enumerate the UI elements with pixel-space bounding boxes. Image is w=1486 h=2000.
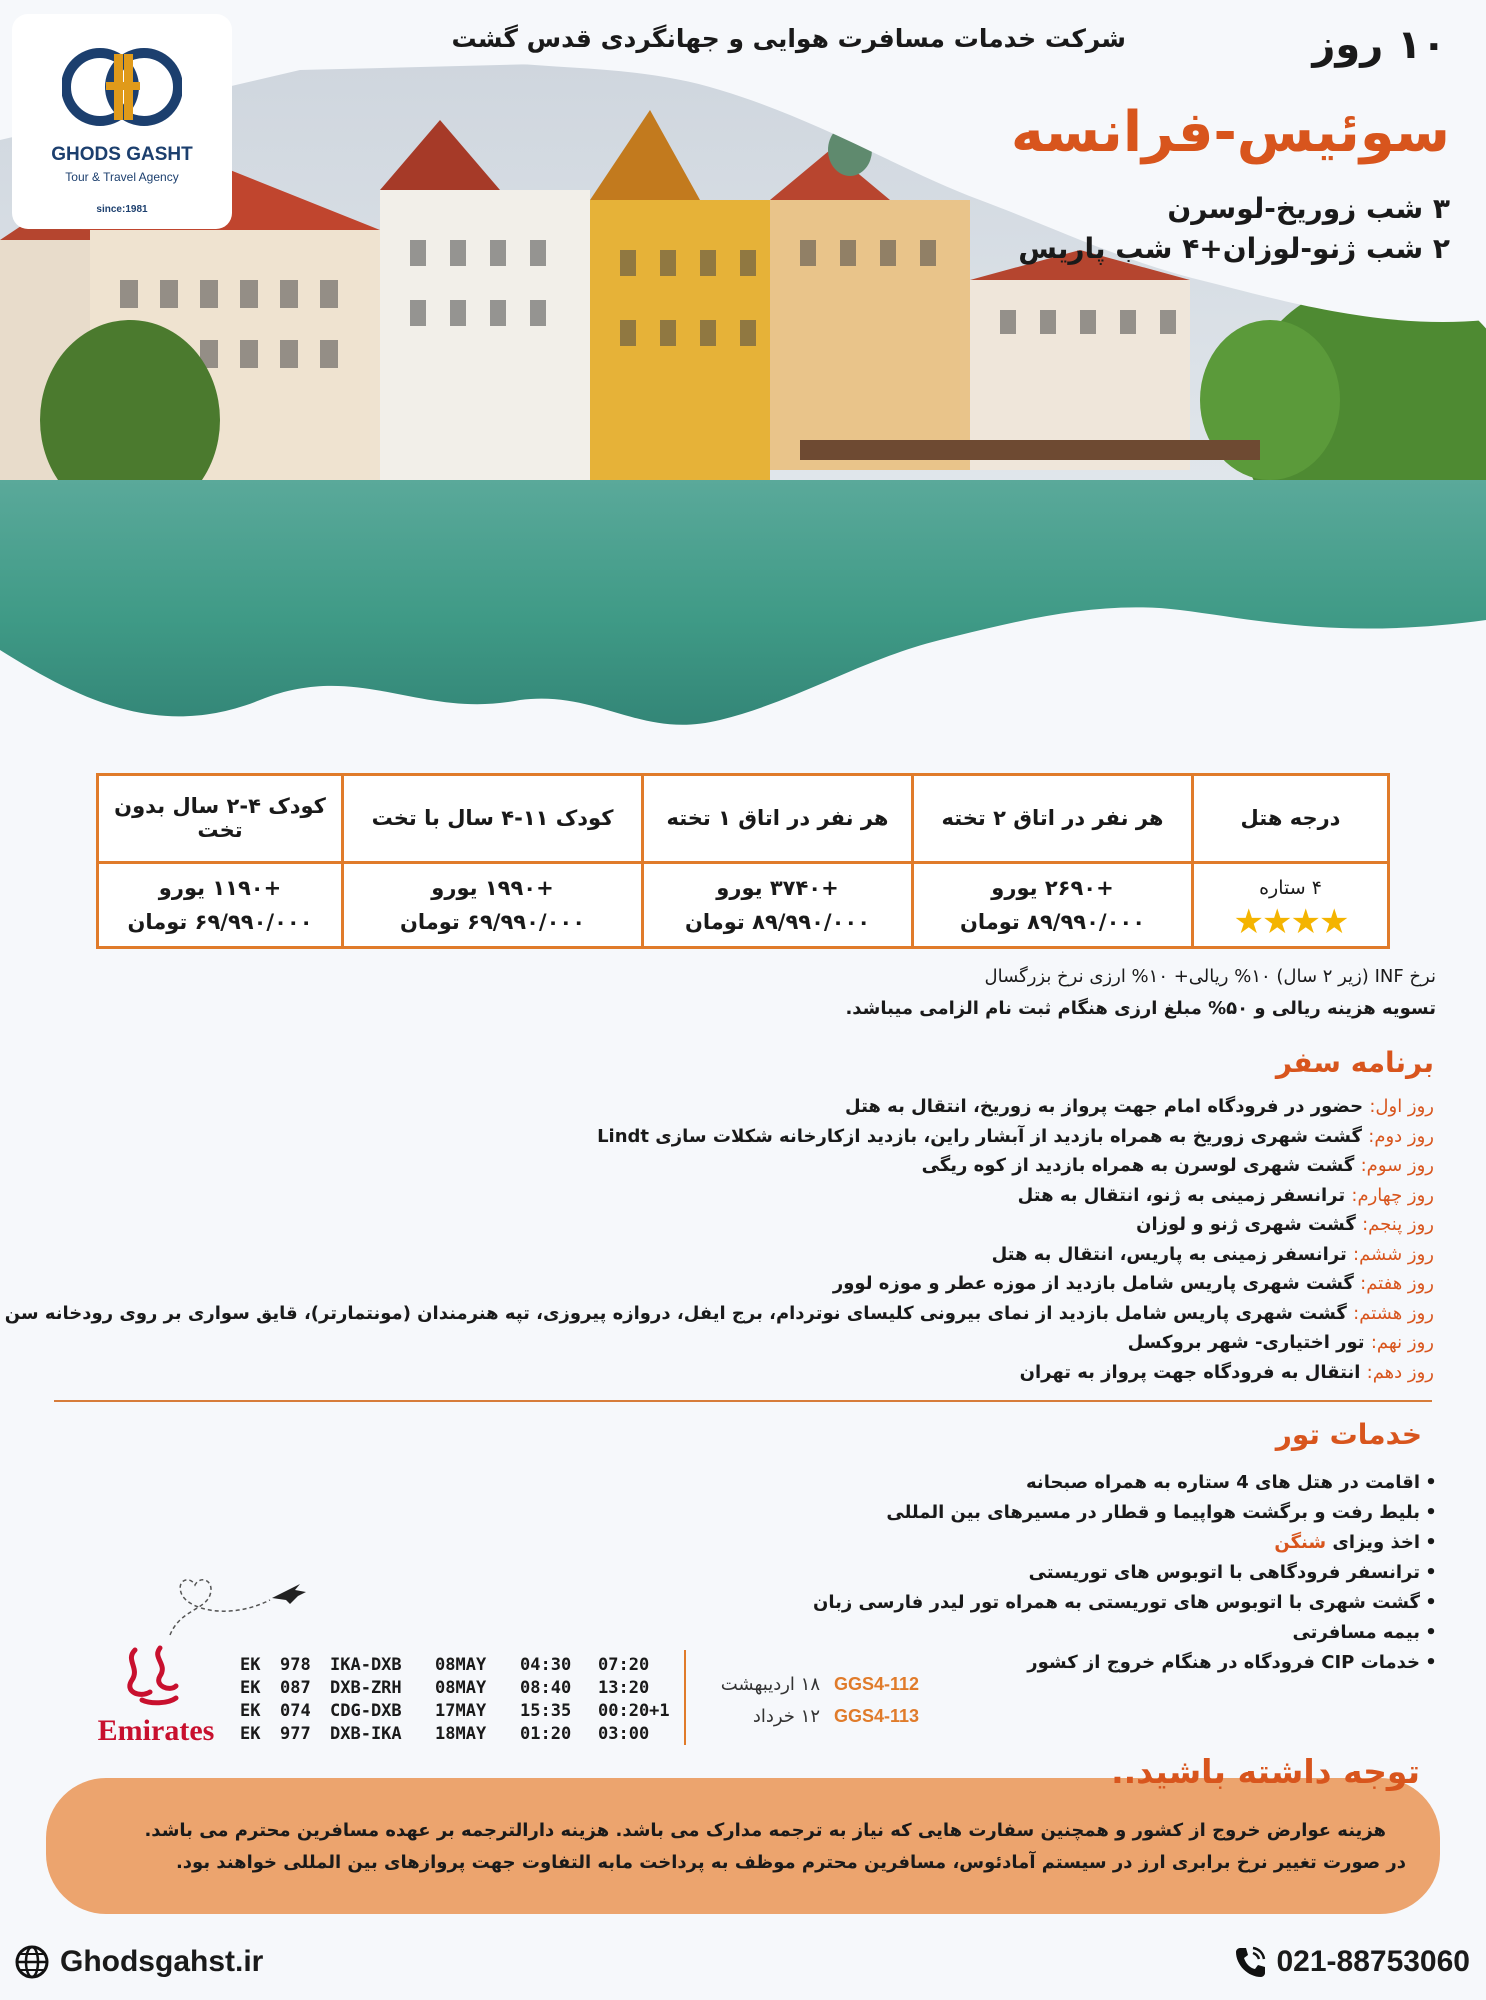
price-single-toman: ۸۹/۹۹۰/۰۰۰ تومان (684, 909, 871, 934)
itinerary-day (14, 1269, 1434, 1299)
day-text: گشت شهری لوسرن به همراه بازدید از کوه ریگی (921, 1155, 1361, 1176)
day-label: روز ششم: (1353, 1243, 1434, 1265)
service-text: ترانسفر فرودگاهی با اتوبوس های توریستی (1028, 1562, 1420, 1583)
globe-icon (14, 1944, 50, 1980)
flight-arrival: 07:20 (598, 1655, 650, 1675)
day-text: ترانسفر زمینی به ژنو، انتقال به هتل (1017, 1184, 1352, 1206)
itinerary-day (14, 1181, 1434, 1211)
flight-date: 18MAY (435, 1724, 487, 1744)
hotel-grade: ۴ ستاره (1259, 876, 1322, 899)
attention-line-2: در صورت تغییر نرخ برابری ارز در سیستم آمادئوس، مسافرین محترم موظف به پرداخت مابه التفاوت جهت پروازهای بین المللی خواهند بود. (175, 1852, 1406, 1873)
tour-code-date: ۱۲ خرداد (752, 1706, 820, 1727)
airline-name: Emirates (97, 1714, 215, 1747)
payment-note: تسویه هزینه ریالی و ۵۰% مبلغ ارزی هنگام ثبت نام الزامی میباشد. (845, 998, 1436, 1019)
price-single-eur: +۳۷۴۰ یورو (716, 875, 839, 900)
price-child-bed-eur: +۱۹۹۰ یورو (431, 875, 554, 900)
day-label: روز اول: (1369, 1096, 1434, 1117)
tour-codes (700, 1668, 940, 1732)
bullet-icon: • (1425, 1622, 1437, 1643)
price-table-header-row (98, 775, 1389, 863)
service-item (813, 1528, 1442, 1558)
flight-departure: 04:30 (520, 1655, 572, 1675)
tour-duration: ۱۰ روز (1312, 22, 1446, 68)
service-text: بلیط رفت و برگشت هواپیما و قطار در مسیرهای بین المللی (886, 1502, 1420, 1523)
header-hotel-grade: درجه هتل (1193, 775, 1389, 863)
day-text: حضور در فرودگاه امام جهت پرواز به زوریخ، انتقال به هتل (845, 1096, 1370, 1117)
services-list (813, 1468, 1442, 1678)
day-text: تور اختیاری- شهر بروکسل (1127, 1332, 1371, 1353)
header-child-no-bed: کودک ۴-۲ سال بدون تخت (98, 775, 343, 863)
price-double-cell (913, 862, 1193, 947)
flight-arrival: 03:00 (598, 1724, 650, 1744)
header-double-room: هر نفر در اتاق ۲ تخته (913, 775, 1193, 863)
tour-destination: سوئیس-فرانسه (1010, 100, 1450, 165)
service-item (813, 1468, 1442, 1498)
section-divider (54, 1400, 1432, 1402)
header-single-room: هر نفر در اتاق ۱ تخته (643, 775, 913, 863)
phone-number: 021-88753060 (1276, 1945, 1470, 1978)
price-child-bed-cell (343, 862, 643, 947)
day-label: روز چهارم: (1351, 1184, 1434, 1206)
tour-code-row (700, 1700, 940, 1732)
service-item (813, 1618, 1442, 1648)
service-text: خدمات CIP فرودگاه در هنگام خروج از کشور (1027, 1652, 1420, 1673)
itinerary-day (14, 1122, 1434, 1152)
service-text: اقامت در هتل های 4 ستاره به همراه صبحانه (1026, 1472, 1420, 1493)
flight-route: IKA-DXB (330, 1655, 402, 1675)
flight-arrival: 13:20 (598, 1678, 650, 1698)
bullet-icon: • (1425, 1592, 1437, 1613)
bullet-icon: • (1425, 1652, 1437, 1673)
itinerary-day (14, 1240, 1434, 1270)
day-text: انتقال به فرودگاه جهت پرواز به تهران (1019, 1361, 1367, 1383)
service-item (813, 1588, 1442, 1618)
service-text: گشت شهری با اتوبوس های توریستی به همراه تور لیدر فارسی زبان (813, 1592, 1420, 1613)
flight-number: 978 (280, 1655, 311, 1675)
logo-brand-name: GHODS GASHT (51, 144, 193, 165)
price-child-nobed-toman: ۶۹/۹۹۰/۰۰۰ تومان (127, 909, 313, 934)
bullet-icon: • (1425, 1532, 1437, 1553)
itinerary-day (14, 1151, 1434, 1181)
service-item (813, 1558, 1442, 1588)
itinerary-day (4, 1299, 1434, 1329)
flight-carrier: EK (240, 1678, 261, 1698)
flight-route: DXB-ZRH (330, 1678, 402, 1698)
price-child-nobed-cell (98, 862, 343, 947)
day-text: گشت شهری ژنو و لوزان (1136, 1214, 1363, 1235)
itinerary-day (14, 1358, 1434, 1388)
flight-date: 08MAY (435, 1655, 487, 1675)
phone-icon (1232, 1944, 1268, 1980)
flight-row (240, 1700, 678, 1723)
service-text: بیمه مسافرتی (1292, 1622, 1420, 1643)
flight-separator (684, 1650, 686, 1745)
tour-code-date: ۱۸ اردیبهشت (720, 1674, 820, 1695)
phone-link[interactable] (1232, 1942, 1470, 1982)
attention-title: توجه داشته باشید.. (1111, 1752, 1420, 1791)
day-label: روز دوم: (1368, 1125, 1434, 1147)
flight-number: 977 (280, 1724, 311, 1744)
bullet-icon: • (1425, 1472, 1437, 1493)
logo-since: since:1981 (96, 204, 148, 215)
itinerary-day (14, 1328, 1434, 1358)
flight-route: CDG-DXB (330, 1701, 402, 1721)
bullet-icon: • (1425, 1562, 1437, 1583)
day-text: گشت شهری زوریخ به همراه بازدید از آبشار راین، بازدید ازکارخانه شکلات سازی Lindt (597, 1125, 1369, 1147)
itinerary-list (4, 1092, 1434, 1387)
company-logo (12, 14, 232, 229)
day-label: روز سوم: (1360, 1155, 1434, 1176)
flight-carrier: EK (240, 1701, 261, 1721)
price-double-eur: +۲۶۹۰ یورو (991, 875, 1114, 900)
services-title: خدمات تور (1275, 1418, 1422, 1451)
service-accent-text: شنگن (1274, 1532, 1327, 1553)
flight-departure: 08:40 (520, 1678, 572, 1698)
attention-box (46, 1778, 1440, 1914)
flight-date: 17MAY (435, 1701, 487, 1721)
flight-number: 087 (280, 1678, 311, 1698)
flight-arrival: 00:20+1 (598, 1701, 670, 1721)
itinerary-title: برنامه سفر (1275, 1046, 1434, 1079)
company-name: شرکت خدمات مسافرت هوایی و جهانگردی قدس گشت (451, 24, 1126, 53)
flight-row (240, 1654, 678, 1677)
day-text: گشت شهری پاریس شامل بازدید از نمای بیرونی کلیسای نوتردام، برج ایفل، دروازه پیروزی، تپه هنرمندان (مونتمارتر)، قایق سواری بر روی رودخانه سن (4, 1302, 1354, 1324)
logo-tagline: Tour & Travel Agency (65, 170, 179, 184)
nights-line-2: ۲ شب ژنو-لوزان+۴ شب پاریس (1018, 232, 1450, 265)
price-double-toman: ۸۹/۹۹۰/۰۰۰ تومان (959, 909, 1146, 934)
flight-date: 08MAY (435, 1678, 487, 1698)
header-child-with-bed: کودک ۱۱-۴ سال با تخت (343, 775, 643, 863)
day-label: روز نهم: (1370, 1332, 1434, 1353)
bullet-icon: • (1425, 1502, 1437, 1523)
website-link[interactable] (14, 1942, 263, 1982)
star-rating-icon: ★★★★ (1233, 901, 1348, 942)
price-single-cell (643, 862, 913, 947)
itinerary-day (14, 1092, 1434, 1122)
day-label: روز دهم: (1366, 1361, 1434, 1383)
flight-row (240, 1723, 678, 1746)
price-child-bed-toman: ۶۹/۹۹۰/۰۰۰ تومان (399, 909, 586, 934)
flight-departure: 15:35 (520, 1701, 572, 1721)
flight-route: DXB-IKA (330, 1724, 402, 1744)
attention-line-1: هزینه عوارض خروج از کشور و همچنین سفارت هایی که نیاز به ترجمه مدارک می باشد. هزینه دارالترجمه بر عهده مسافرین محترم می باشد. (144, 1820, 1386, 1841)
price-table-row (98, 862, 1389, 947)
inf-rate-note: نرخ INF (زیر ۲ سال) ۱۰% ریالی+ ۱۰% ارزی نرخ بزرگسال (984, 966, 1436, 987)
nights-line-1: ۳ شب زوریخ-لوسرن (1167, 192, 1450, 225)
day-text: ترانسفر زمینی به پاریس، انتقال به هتل (991, 1243, 1354, 1265)
flight-carrier: EK (240, 1724, 261, 1744)
price-table (96, 773, 1390, 949)
service-item (813, 1498, 1442, 1528)
itinerary-day (14, 1210, 1434, 1240)
flight-number: 074 (280, 1701, 311, 1721)
price-child-nobed-eur: +۱۱۹۰ یورو (158, 875, 282, 900)
flight-row (240, 1677, 678, 1700)
flight-departure: 01:20 (520, 1724, 572, 1744)
airplane-path-icon (160, 1570, 310, 1640)
ghods-gasht-emblem-icon (62, 32, 182, 142)
website-text: Ghodsgahst.ir (60, 1945, 264, 1978)
day-label: روز پنجم: (1362, 1214, 1434, 1235)
tour-code: GGS4-112 (834, 1674, 920, 1694)
flight-schedule (240, 1654, 678, 1746)
day-label: روز هفتم: (1360, 1273, 1434, 1294)
flight-carrier: EK (240, 1655, 261, 1675)
day-text: گشت شهری پاریس شامل بازدید از موزه عطر و موزه لوور (832, 1273, 1361, 1294)
hotel-grade-cell (1193, 862, 1389, 947)
service-text: اخذ ویزای (1326, 1532, 1420, 1553)
tour-code: GGS4-113 (834, 1706, 920, 1726)
day-label: روز هشتم: (1353, 1302, 1434, 1324)
tour-code-row (700, 1668, 940, 1700)
